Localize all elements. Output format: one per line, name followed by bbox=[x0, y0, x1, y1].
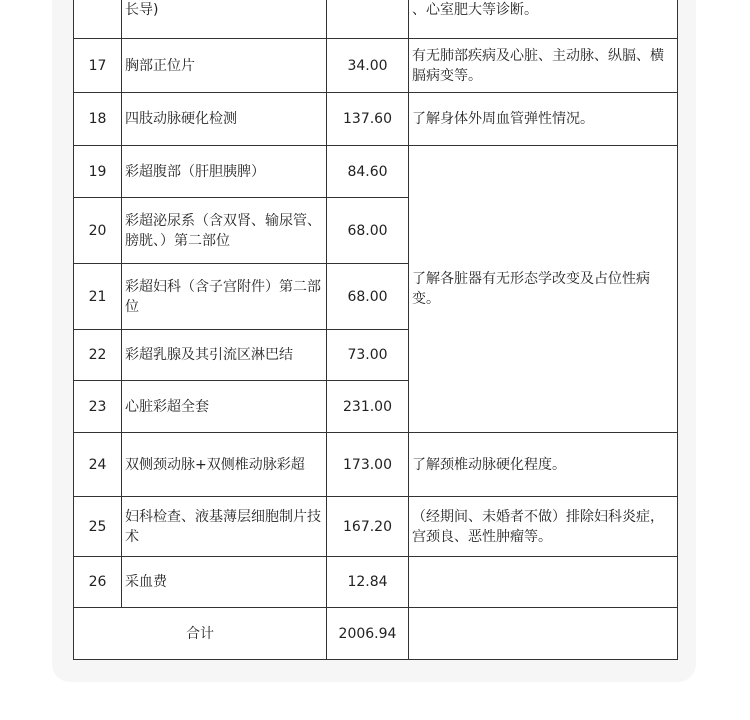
item-description-merged: 了解各脏器有无形态学改变及占位性病变。 bbox=[409, 146, 678, 433]
item-price: 12.84 bbox=[327, 557, 409, 608]
row-number: 26 bbox=[74, 557, 122, 608]
table-row bbox=[74, 557, 678, 608]
item-name: 长导) bbox=[122, 0, 327, 39]
item-price: 137.60 bbox=[327, 93, 409, 146]
item-description: （经期间、未婚者不做）排除妇科炎症，宫颈良、恶性肿瘤等。 bbox=[409, 497, 678, 557]
item-price: 68.00 bbox=[327, 264, 409, 330]
item-name: 彩超泌尿系（含双肾、输尿管、膀胱、）第二部位 bbox=[122, 198, 327, 264]
exam-items-table bbox=[73, 0, 678, 660]
item-price: 173.00 bbox=[327, 433, 409, 497]
table-row bbox=[74, 39, 678, 93]
table-row bbox=[74, 497, 678, 557]
item-price: 34.00 bbox=[327, 39, 409, 93]
item-price: 231.00 bbox=[327, 381, 409, 433]
item-description bbox=[409, 557, 678, 608]
item-name: 双侧颈动脉+双侧椎动脉彩超 bbox=[122, 433, 327, 497]
row-number: 20 bbox=[74, 198, 122, 264]
item-name: 彩超乳腺及其引流区淋巴结 bbox=[122, 330, 327, 381]
row-number: 21 bbox=[74, 264, 122, 330]
row-number: 17 bbox=[74, 39, 122, 93]
item-name: 彩超腹部（肝胆胰脾） bbox=[122, 146, 327, 198]
item-price bbox=[327, 0, 409, 39]
item-name: 胸部正位片 bbox=[122, 39, 327, 93]
item-description: 有无肺部疾病及心脏、主动脉、纵膈、横膈病变等。 bbox=[409, 39, 678, 93]
total-label: 合计 bbox=[74, 608, 327, 660]
item-price: 68.00 bbox=[327, 198, 409, 264]
row-number: 19 bbox=[74, 146, 122, 198]
item-description: 了解身体外周血管弹性情况。 bbox=[409, 93, 678, 146]
item-description: 、心室肥大等诊断。 bbox=[409, 0, 678, 39]
item-price: 167.20 bbox=[327, 497, 409, 557]
item-name: 采血费 bbox=[122, 557, 327, 608]
total-row bbox=[74, 608, 678, 660]
row-number: 24 bbox=[74, 433, 122, 497]
item-price: 84.60 bbox=[327, 146, 409, 198]
item-name: 四肢动脉硬化检测 bbox=[122, 93, 327, 146]
total-description bbox=[409, 608, 678, 660]
item-price: 73.00 bbox=[327, 330, 409, 381]
table-row bbox=[74, 433, 678, 497]
row-number: 18 bbox=[74, 93, 122, 146]
row-number: 23 bbox=[74, 381, 122, 433]
row-number bbox=[74, 0, 122, 39]
item-name: 心脏彩超全套 bbox=[122, 381, 327, 433]
table-row bbox=[74, 93, 678, 146]
row-number: 22 bbox=[74, 330, 122, 381]
row-number: 25 bbox=[74, 497, 122, 557]
table-row bbox=[74, 146, 678, 198]
item-name: 妇科检查、液基薄层细胞制片技术 bbox=[122, 497, 327, 557]
item-description: 了解颈椎动脉硬化程度。 bbox=[409, 433, 678, 497]
table-row bbox=[74, 0, 678, 39]
item-name: 彩超妇科（含子宫附件）第二部位 bbox=[122, 264, 327, 330]
total-price: 2006.94 bbox=[327, 608, 409, 660]
